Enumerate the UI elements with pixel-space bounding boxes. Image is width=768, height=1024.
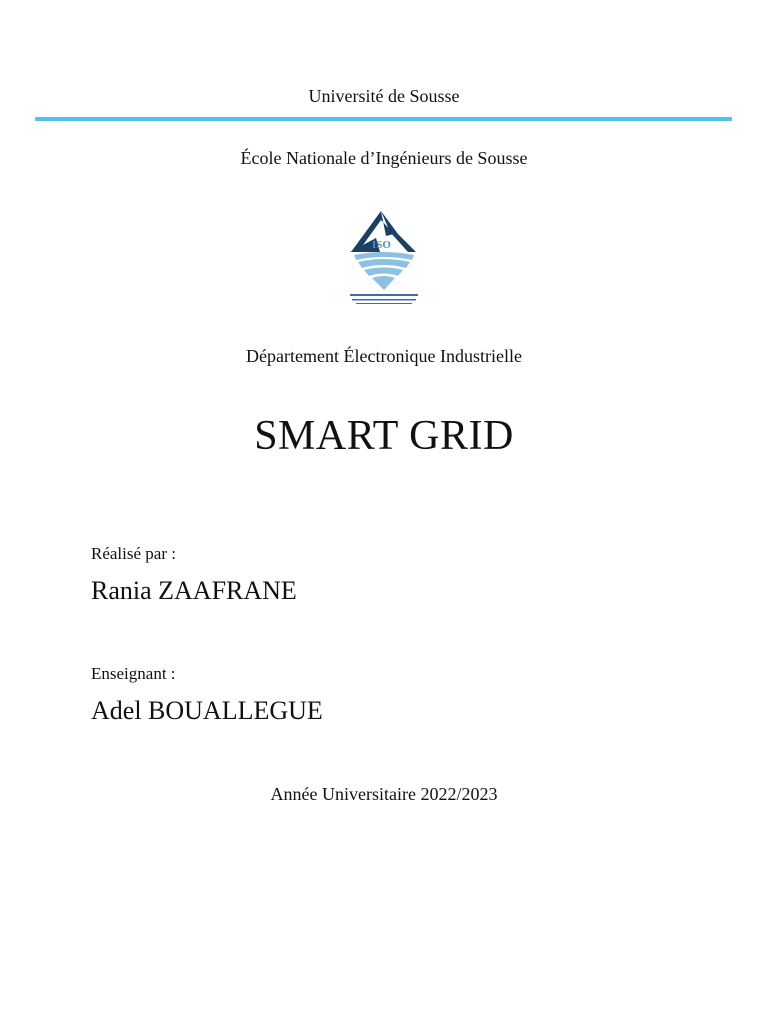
academic-year: Année Universitaire 2022/2023 xyxy=(270,784,498,804)
teacher-label: Enseignant : xyxy=(91,664,176,683)
eniso-logo-icon xyxy=(346,208,422,308)
svg-text:ISO: ISO xyxy=(372,239,391,251)
teacher-name: Adel BOUALLEGUE xyxy=(91,696,323,725)
author-label: Réalisé par : xyxy=(91,544,176,563)
header-divider xyxy=(35,117,732,121)
university-name: Université de Sousse xyxy=(308,86,460,106)
department-name: Département Électronique Industrielle xyxy=(246,346,522,366)
school-name: École Nationale d’Ingénieurs de Sousse xyxy=(240,148,528,168)
author-name: Rania ZAAFRANE xyxy=(91,576,297,605)
document-title: SMART GRID xyxy=(254,413,514,459)
